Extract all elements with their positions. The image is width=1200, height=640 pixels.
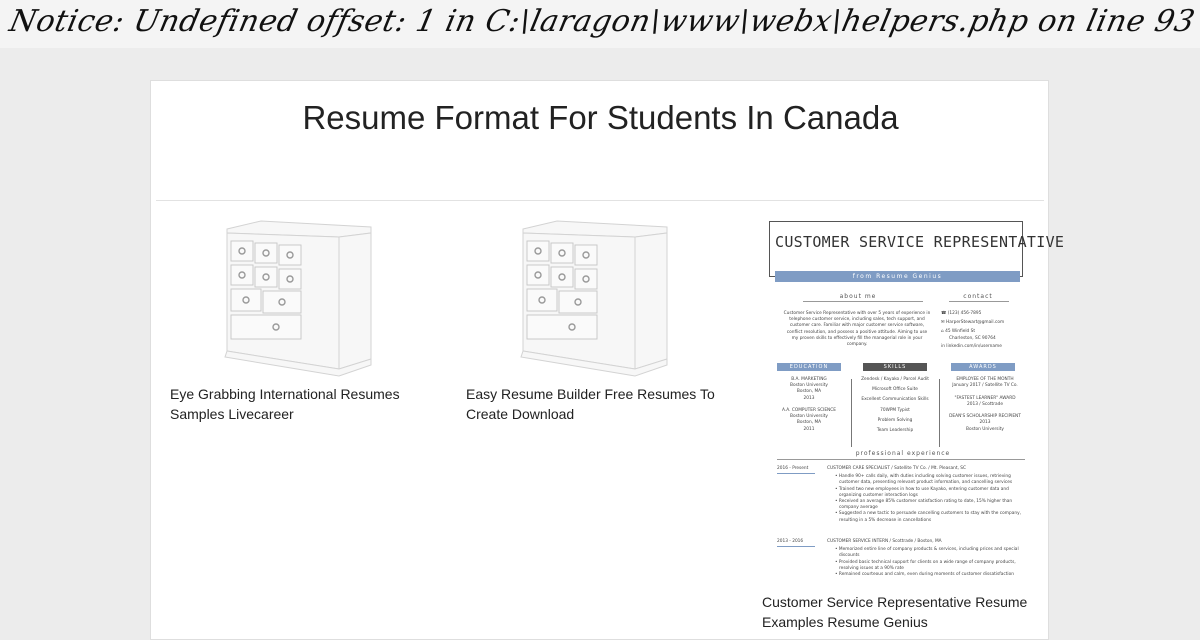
resume-awards-header: AWARDS bbox=[951, 363, 1015, 371]
item-1-link[interactable] bbox=[170, 384, 400, 424]
resume-experience-rule bbox=[777, 459, 1025, 460]
item-3-link[interactable] bbox=[762, 592, 1027, 632]
resume-experience-title: professional experience bbox=[855, 450, 951, 457]
resume-job1-dates: 2016 - Present bbox=[777, 466, 809, 471]
error-notice: Notice: Undefined offset: 1 in C:\laragon\www\webx\helpers.php on line 93 bbox=[6, 4, 1199, 39]
resume-job1-date-rule bbox=[777, 473, 815, 474]
resume-about-text: Customer Service Representative with over 5 years of experience in telephone customer service, including sales, tech support, and customer care. Familiar with major customer service software, conflict resolution, and possess a positive attitude. Aiming to use my proven skills to effectively fill the managerial role in your company. bbox=[783, 311, 931, 348]
resume-name: CUSTOMER SERVICE REPRESENTATIVE bbox=[775, 233, 1065, 251]
dresser-image-1[interactable] bbox=[221, 219, 381, 377]
resume-job2-dates: 2013 - 2016 bbox=[777, 539, 804, 544]
resume-divider-2 bbox=[939, 379, 940, 447]
item-3-caption-line2: Examples Resume Genius bbox=[762, 614, 928, 630]
resume-skills-list: Zendesk / Kayako / Parcel Audit Microsoft Office Suite Excellent Communication Skills 70WPM Typist Problem Solving Team Leadership bbox=[861, 377, 929, 434]
resume-document-image[interactable] bbox=[763, 221, 1065, 593]
resume-contact-list: ☎ (123) 456-7895 ✉ HarperStewart@gmail.com ⌂ 45 Winfield St Charleston, SC 90764 in linkedin.com/in/username bbox=[941, 311, 1005, 349]
resume-about-title: about me bbox=[839, 293, 877, 300]
item-1-caption-line1: Eye Grabbing International Resumes bbox=[170, 386, 400, 402]
resume-contact-rule bbox=[949, 301, 1009, 302]
error-notice-bar bbox=[0, 0, 1200, 48]
content-card bbox=[150, 80, 1065, 640]
resume-skills-header: SKILLS bbox=[863, 363, 927, 371]
dresser-image-2[interactable] bbox=[517, 219, 677, 377]
resume-source-band: from Resume Genius bbox=[775, 271, 1020, 282]
item-3-caption-line1: Customer Service Representative Resume bbox=[762, 594, 1028, 610]
item-1-caption-line2: Samples Livecareer bbox=[170, 406, 294, 422]
resume-education-header: EDUCATION bbox=[777, 363, 841, 371]
item-2-caption-line2: Create Download bbox=[466, 406, 575, 422]
item-2-caption-line1: Easy Resume Builder Free Resumes To bbox=[466, 386, 715, 402]
resume-job2-date-rule bbox=[777, 546, 815, 547]
resume-contact-title: contact bbox=[963, 293, 993, 300]
resume-about-rule bbox=[803, 301, 923, 302]
item-2-link[interactable] bbox=[466, 384, 715, 424]
resume-job2: CUSTOMER SERVICE INTERN / Scottrade / Boston, MA • Memorized entire line of company products & services, including prices and special discounts • Provided basic technical support for clients on a wide range of company products, resolving issues at a 90% rate • Remained courteous and calm, even during moments of customer dissatisfaction bbox=[827, 539, 1019, 578]
resume-awards-list: EMPLOYEE OF THE MONTH January 2017 / Satellite TV Co. "FASTEST LEARNER" AWARD 2013 / Scottrade DEAN'S SCHOLARSHIP RECIPIENT 2013 Boston University bbox=[949, 377, 1021, 432]
resume-divider-1 bbox=[851, 379, 852, 447]
resume-job1: CUSTOMER CARE SPECIALIST / Satellite TV Co. / Mt. Pleasant, SC • Handle 90+ calls daily, with duties including solving customer issues, retrieving customer data, presenting relevant product information, and cancelling services • Trained two new employees in how to use Kayako, entering customer data and organizing customer interaction logs • Received an average 85% customer satisfaction rating to date, 15% higher than company average • Suggested a new tactic to persuade cancelling customers to stay with the company, resulting in a 5% decrease in cancellations bbox=[827, 466, 1021, 523]
page-title: Resume Format For Students In Canada bbox=[302, 99, 899, 136]
title-divider bbox=[156, 200, 1044, 201]
resume-education-list: B.A. MARKETING Boston University Boston, MA 2013 A.A. COMPUTER SCIENCE Boston University Boston, MA 2011 bbox=[782, 377, 836, 432]
